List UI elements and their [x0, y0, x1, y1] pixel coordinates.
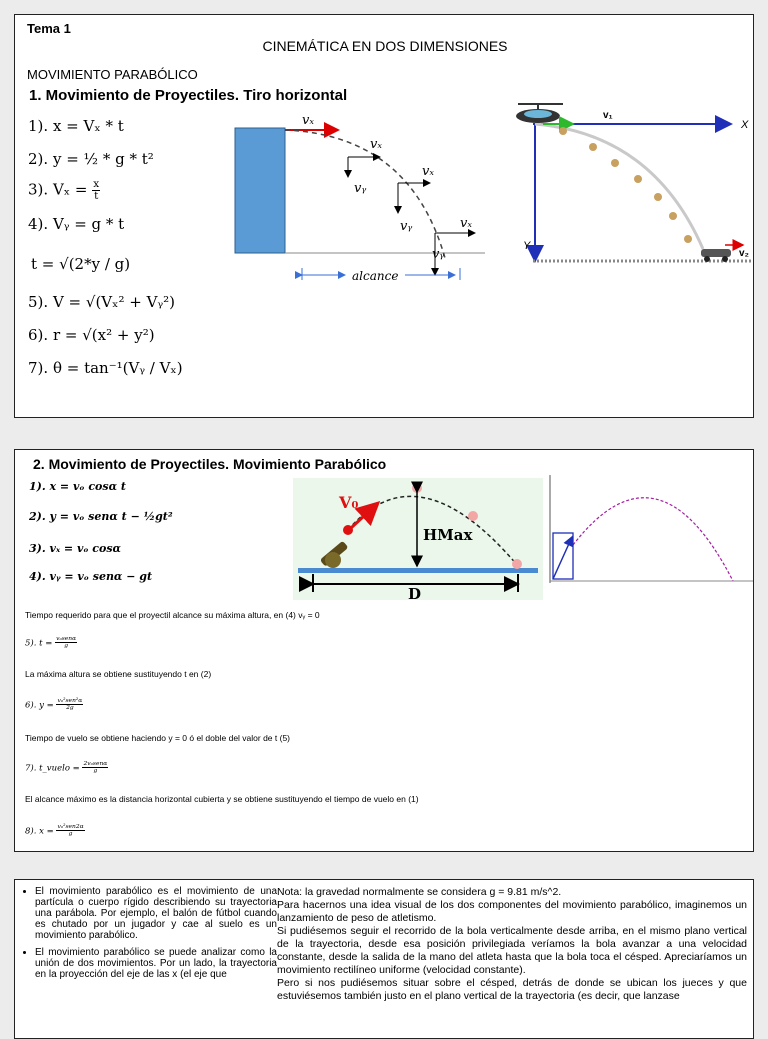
d-label: D — [408, 585, 422, 600]
equation-2: 2). y = vₒ senα t − ½gt² — [29, 510, 173, 523]
equation-time: t = √(2*y / g) — [31, 255, 131, 273]
vx-label-2: vₓ — [370, 137, 382, 152]
text-flight-time: Tiempo de vuelo se obtiene haciendo y = 0 ó el doble del valor de t (5) — [25, 733, 291, 743]
section-heading: 2. Movimiento de Proyectiles. Movimiento Parabólico — [33, 456, 387, 472]
vy-label-2: vᵧ — [400, 219, 413, 234]
equation-6: 6). y = $\frac{\text{vₒ²sen²α}}{2g}$ — [25, 697, 83, 712]
equation-3: 3). vₓ = vₒ cosα — [29, 542, 121, 555]
x-axis-label: X — [741, 119, 749, 131]
v1-label: v₁ — [603, 110, 613, 121]
alcance-label: alcance — [352, 269, 399, 280]
equation-5: 5). t = $\frac{\text{vₒsenα}}{g}$ — [25, 635, 77, 650]
vx-label-3: vₓ — [422, 164, 434, 179]
text-max-range: El alcance máximo es la distancia horizontal cubierta y se obtiene sustituyendo el tiempo de vuelo en (1) — [25, 794, 419, 804]
section-subtitle: MOVIMIENTO PARABÓLICO — [27, 67, 198, 82]
equation-7: 7). θ = tan⁻¹(Vᵧ / Vₓ) — [28, 359, 183, 377]
helicopter-diagram — [503, 99, 753, 279]
vy-label-1: vᵧ — [354, 181, 367, 196]
y-axis-label: Y — [523, 240, 531, 252]
vx-label-1: vₓ — [302, 113, 314, 128]
bullet-list — [17, 886, 277, 986]
explanation-text — [277, 886, 747, 1003]
equation-4: 4). Vᵧ = g * t — [28, 215, 125, 233]
v2-label: v₂ — [739, 248, 750, 259]
text-max-height: La máxima altura se obtiene sustituyendo t en (2) — [25, 669, 212, 679]
section2-panel — [14, 449, 754, 852]
vx-label-4: vₓ — [460, 216, 472, 231]
horizontal-throw-diagram — [230, 110, 490, 280]
section3-panel — [14, 879, 754, 1039]
equation-3: 3). Vₓ = $\frac{x}{t}$ — [28, 178, 100, 203]
v0-label: V₀ — [339, 493, 359, 512]
hmax-label: HMax — [423, 526, 473, 544]
equation-8: 8). x = $\frac{\text{vₒ²sen2α}}{g}$ — [25, 823, 84, 838]
bullet-analysis: • El movimiento parabólico se puede analizar como la unión de dos movimientos. Por un lado, la trayectoria en la proyección del eje de las x (el eje que — [35, 947, 277, 980]
gravity-note: Nota: la gravedad normalmente se considera g = 9.81 m/s^2. — [277, 886, 562, 898]
paragraph-3: Pero si nos pudiésemos situar sobre el césped, detrás de donde se ubican los jueces y que estuviésemos también justo en el plano vertical de la trayectoria (es decir, que lanzase — [277, 977, 747, 1002]
trajectory-sketch — [548, 475, 753, 605]
helicopter-icon — [516, 104, 563, 123]
equation-1: 1). x = Vₓ * t — [28, 117, 124, 135]
paragraph-2: Si pudiésemos seguir el recorrido de la bola verticalmente desde arriba, en el mismo plano vertical de la trayectoria, desde esa posición privilegiada veríamos la bola avanzar a una velocidad constante, desde la salida de la mano del atleta hasta que la bola toca el césped. Apreciaríamos un movimiento rectilíneo uniforme (velocidad constante). — [277, 925, 747, 976]
paragraph-1: Para hacernos una idea visual de los dos componentes del movimiento parabólico, imaginemos un lanzamiento de peso de atletismo. — [277, 899, 747, 924]
page-title: CINEMÁTICA EN DOS DIMENSIONES — [262, 38, 508, 54]
equation-7: 7). t_vuelo = $\frac{\text{2vₒsenα}}{g}$ — [25, 760, 108, 775]
equation-1: 1). x = vₒ cosα t — [29, 480, 126, 493]
bullet-definition: • El movimiento parabólico es el movimiento de una partícula o cuerpo rígido describiendo su trayectoria una parábola. Por ejemplo, el balón de fútbol cuando es chutado por un jugador y cae al suelo es un movimiento parabólico. — [35, 886, 277, 941]
text-max-height-time: Tiempo requerido para que el proyectil alcance su máxima altura, en (4) vᵧ = 0 — [25, 610, 320, 620]
equation-2: 2). y = ½ * g * t² — [28, 150, 154, 168]
projectile-diagram — [293, 478, 543, 600]
cannon-icon — [320, 541, 349, 568]
equation-6: 6). r = √(x² + y²) — [28, 326, 155, 344]
equation-5: 5). V = √(Vₓ² + Vᵧ²) — [28, 293, 175, 311]
section1-panel — [14, 14, 754, 418]
tema-label: Tema 1 — [27, 21, 71, 36]
equation-4: 4). vᵧ = vₒ senα − gt — [29, 570, 153, 583]
car-icon — [701, 249, 731, 262]
section-heading: 1. Movimiento de Proyectiles. Tiro horizontal — [29, 87, 348, 104]
cliff-block — [235, 128, 285, 253]
vy-label-3: vᵧ — [432, 247, 445, 262]
